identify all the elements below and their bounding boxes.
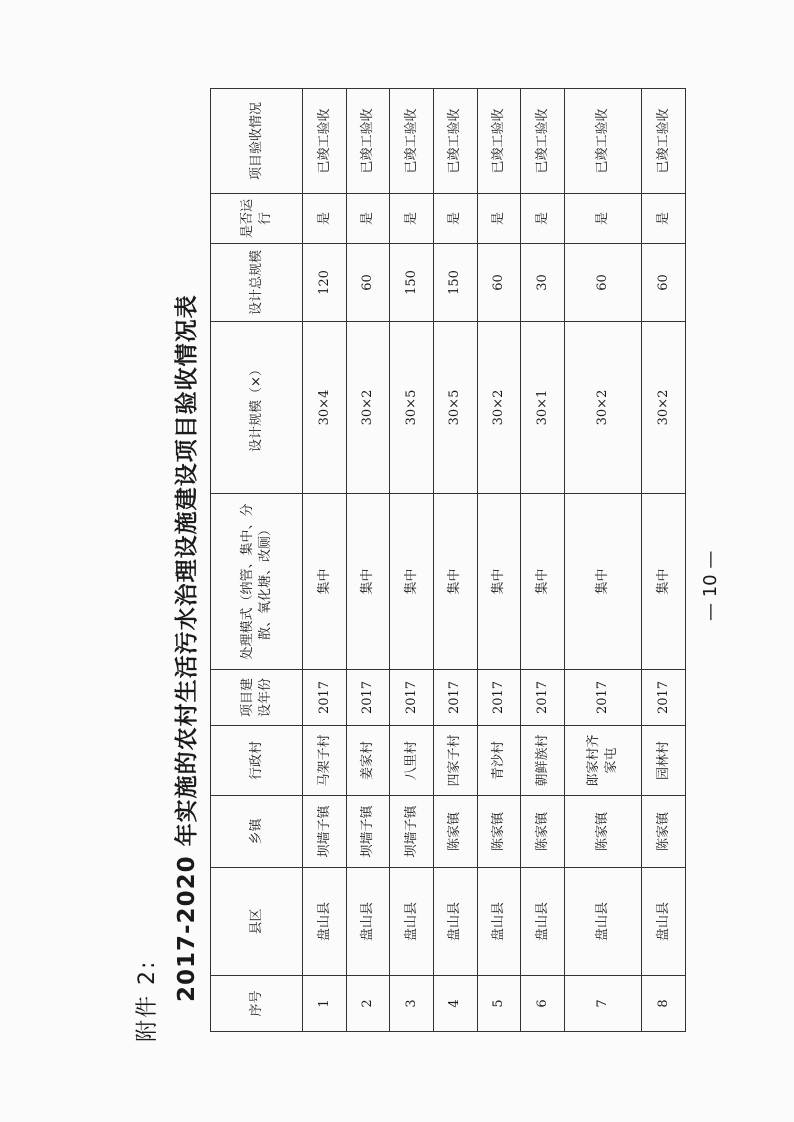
cell-village: 园林村 [642,726,686,796]
cell-running: 是 [433,194,477,244]
cell-running: 是 [564,194,642,244]
cell-running: 是 [477,194,521,244]
cell-index: 3 [390,976,434,1032]
header-year: 项目建设年份 [211,670,303,726]
cell-township: 陈家镇 [564,796,642,868]
cell-acceptance: 已竣工验收 [433,89,477,194]
cell-county: 盘山县 [346,868,390,976]
cell-year: 2017 [477,670,521,726]
cell-design-scale: 30×5 [390,322,434,494]
cell-county: 盘山县 [642,868,686,976]
page-number: — 10 — [700,550,721,621]
cell-year: 2017 [564,670,642,726]
cell-year: 2017 [346,670,390,726]
header-mode: 处理模式（纳管、集中、分散、氧化塘、改厕） [211,494,303,670]
cell-design-scale: 30×2 [346,322,390,494]
cell-acceptance: 已竣工验收 [521,89,565,194]
cell-township: 陈家镇 [433,796,477,868]
project-table [210,88,686,1032]
page-title: 2017-2020 年实施的农村生活污水治理设施建设项目验收情况表 [174,294,200,1002]
cell-total-scale: 60 [564,244,642,322]
cell-index: 1 [303,976,347,1032]
cell-mode: 集中 [390,494,434,670]
cell-mode: 集中 [564,494,642,670]
cell-year: 2017 [303,670,347,726]
cell-index: 5 [477,976,521,1032]
cell-mode: 集中 [477,494,521,670]
cell-design-scale: 30×2 [642,322,686,494]
attachment-label: 附件 2: [135,959,160,1042]
cell-index: 4 [433,976,477,1032]
cell-county: 盘山县 [303,868,347,976]
header-acceptance: 项目验收情况 [211,89,303,194]
cell-running: 是 [521,194,565,244]
header-village: 行政村 [211,726,303,796]
cell-acceptance: 已竣工验收 [346,89,390,194]
table-row [390,89,434,1032]
header-index: 序号 [211,976,303,1032]
cell-running: 是 [642,194,686,244]
table-row [433,89,477,1032]
cell-year: 2017 [521,670,565,726]
cell-mode: 集中 [521,494,565,670]
cell-mode: 集中 [642,494,686,670]
cell-design-scale: 30×2 [477,322,521,494]
cell-index: 7 [564,976,642,1032]
cell-village: 四家子村 [433,726,477,796]
cell-total-scale: 120 [303,244,347,322]
cell-county: 盘山县 [433,868,477,976]
cell-total-scale: 60 [477,244,521,322]
cell-village: 姜家村 [346,726,390,796]
header-design-scale: 设计规模（×） [211,322,303,494]
cell-mode: 集中 [346,494,390,670]
cell-design-scale: 30×5 [433,322,477,494]
cell-village: 郎家村齐家屯 [564,726,642,796]
cell-county: 盘山县 [390,868,434,976]
cell-township: 陈家镇 [521,796,565,868]
cell-total-scale: 60 [346,244,390,322]
cell-index: 8 [642,976,686,1032]
header-running: 是否运行 [211,194,303,244]
cell-mode: 集中 [433,494,477,670]
cell-running: 是 [346,194,390,244]
cell-year: 2017 [433,670,477,726]
table-header-row [211,89,303,1032]
header-total-scale: 设计总规模 [211,244,303,322]
cell-village: 八里村 [390,726,434,796]
cell-acceptance: 已竣工验收 [390,89,434,194]
cell-total-scale: 150 [390,244,434,322]
table-row [521,89,565,1032]
cell-acceptance: 已竣工验收 [642,89,686,194]
cell-acceptance: 已竣工验收 [564,89,642,194]
cell-index: 6 [521,976,565,1032]
cell-acceptance: 已竣工验收 [303,89,347,194]
cell-township: 坝墙子镇 [390,796,434,868]
cell-running: 是 [390,194,434,244]
table-row [303,89,347,1032]
cell-design-scale: 30×1 [521,322,565,494]
cell-mode: 集中 [303,494,347,670]
cell-township: 坝墙子镇 [346,796,390,868]
table-row [477,89,521,1032]
cell-county: 盘山县 [521,868,565,976]
cell-total-scale: 150 [433,244,477,322]
cell-village: 青沙村 [477,726,521,796]
cell-running: 是 [303,194,347,244]
cell-acceptance: 已竣工验收 [477,89,521,194]
cell-village: 马架子村 [303,726,347,796]
table-row [346,89,390,1032]
cell-index: 2 [346,976,390,1032]
cell-township: 陈家镇 [642,796,686,868]
header-county: 县区 [211,868,303,976]
cell-township: 陈家镇 [477,796,521,868]
cell-total-scale: 60 [642,244,686,322]
table-row [642,89,686,1032]
cell-design-scale: 30×4 [303,322,347,494]
cell-total-scale: 30 [521,244,565,322]
cell-township: 坝墙子镇 [303,796,347,868]
cell-year: 2017 [390,670,434,726]
cell-design-scale: 30×2 [564,322,642,494]
table-body [303,89,686,1032]
cell-county: 盘山县 [477,868,521,976]
table-row [564,89,642,1032]
cell-year: 2017 [642,670,686,726]
cell-county: 盘山县 [564,868,642,976]
header-township: 乡镇 [211,796,303,868]
cell-village: 朝鲜族村 [521,726,565,796]
